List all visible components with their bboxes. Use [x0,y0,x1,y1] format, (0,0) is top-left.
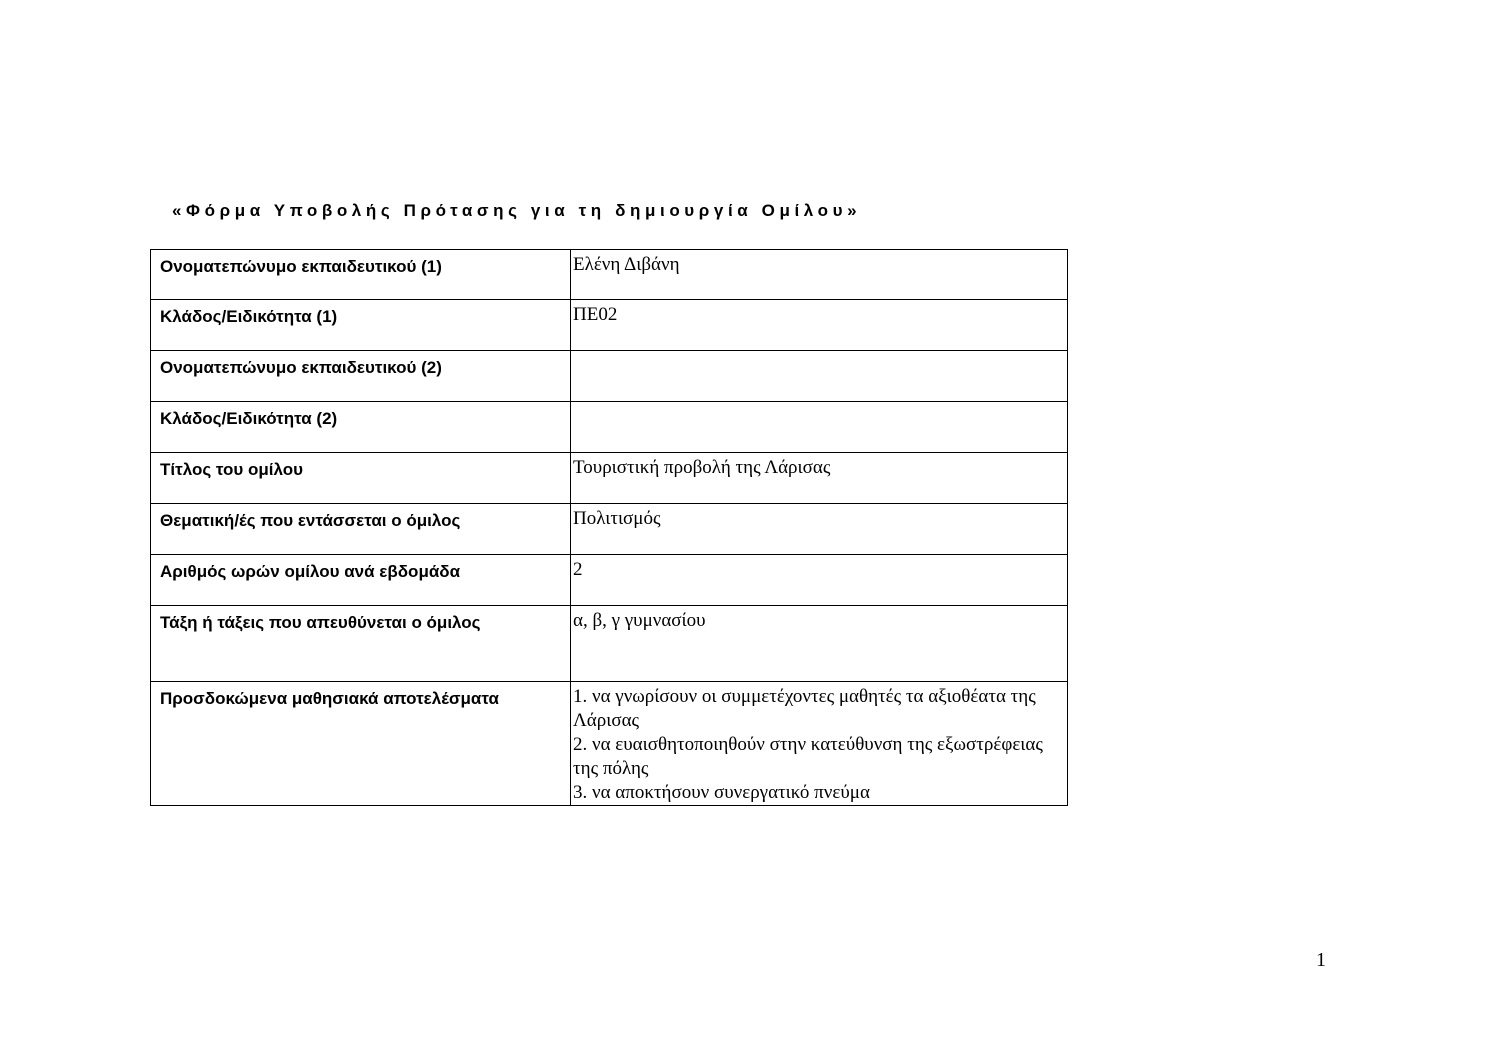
learning-outcome-item: 3. να αποκτήσουν συνεργατικό πνεύμα [573,782,870,803]
field-label-target-classes: Τάξη ή τάξεις που απευθύνεται ο όμιλος [151,606,571,682]
table-row [151,402,1068,453]
proposal-form-table [150,249,1068,806]
field-value-teacher-name-2 [571,351,1068,402]
table-row [151,300,1068,351]
field-label-weekly-hours: Αριθμός ωρών ομίλου ανά εβδομάδα [151,555,571,606]
page-number: 1 [1316,949,1326,971]
table-row [151,504,1068,555]
form-title: «Φόρμα Υποβολής Πρότασης για τη δημιουργία Ομίλου» [172,201,862,220]
table-row [151,453,1068,504]
field-value-themes: Πολιτισμός [571,504,1068,555]
learning-outcome-item: 2. να ευαισθητοποιηθούν στην κατεύθυνση της εξωστρέφειας της πόλης [573,734,1043,779]
table-row [151,555,1068,606]
field-value-teacher-name-1: Ελένη Διβάνη [571,250,1068,300]
field-label-learning-outcomes: Προσδοκώμενα μαθησιακά αποτελέσματα [151,682,571,806]
table-row [151,682,1068,806]
field-value-weekly-hours: 2 [571,555,1068,606]
field-label-specialty-1: Κλάδος/Ειδικότητα (1) [151,300,571,351]
table-row [151,250,1068,300]
table-row [151,606,1068,682]
field-label-teacher-name-1: Ονοματεπώνυμο εκπαιδευτικού (1) [151,250,571,300]
field-value-learning-outcomes [571,682,1068,806]
learning-outcome-item: 1. να γνωρίσουν οι συμμετέχοντες μαθητές τα αξιοθέατα της Λάρισας [573,686,1036,731]
field-label-teacher-name-2: Ονοματεπώνυμο εκπαιδευτικού (2) [151,351,571,402]
field-value-specialty-1: ΠΕ02 [571,300,1068,351]
table-row [151,351,1068,402]
field-label-themes: Θεματική/ές που εντάσσεται ο όμιλος [151,504,571,555]
field-value-club-title: Τουριστική προβολή της Λάρισας [571,453,1068,504]
field-label-club-title: Τίτλος του ομίλου [151,453,571,504]
field-label-specialty-2: Κλάδος/Ειδικότητα (2) [151,402,571,453]
field-value-specialty-2 [571,402,1068,453]
field-value-target-classes: α, β, γ γυμνασίου [571,606,1068,682]
